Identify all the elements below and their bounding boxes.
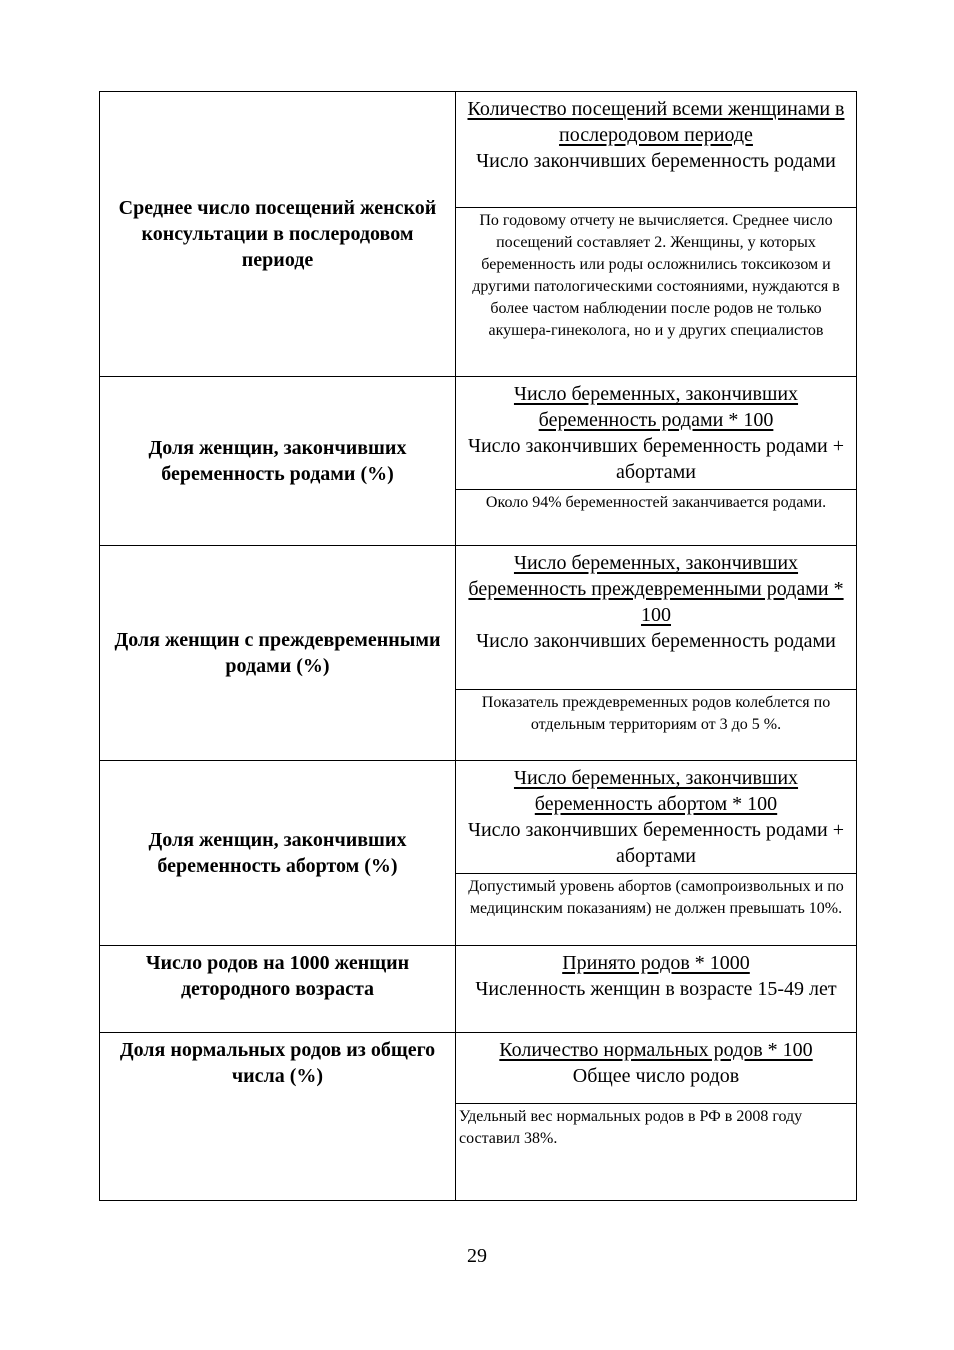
formula-denominator: Число закончивших беременность родами + абортами	[467, 435, 844, 483]
formula-denominator: Число закончивших беременность родами	[476, 150, 836, 172]
indicator-label: Доля нормальных родов из общего числа (%)	[119, 1039, 436, 1087]
note-text: По годовому отчету не вычисляется. Среднее число посещений составляет 2. Женщины, у которых беременность или роды осложнились токсикозом и другими патологическими состояниями, нуждаются в более частом наблюдении после родов не только акушера-гинеколога, но и у других специалистов	[472, 212, 840, 339]
indicator-label: Доля женщин с преждевременными родами (%)	[114, 629, 441, 677]
formula-numerator: Количество посещений всеми женщинами в послеродовом периоде	[467, 98, 845, 146]
formula-denominator: Численность женщин в возрасте 15-49 лет	[475, 978, 837, 1000]
indicator-cell	[100, 377, 456, 546]
note-text: Удельный вес нормальных родов в РФ в 2008 году составил 38%.	[459, 1108, 803, 1147]
formula-numerator: Число беременных, закончивших беременность абортом * 100	[513, 767, 799, 815]
formula-cell	[456, 946, 857, 1033]
note-cell	[456, 1104, 857, 1201]
indicator-cell	[100, 1033, 456, 1201]
formula-denominator: Число закончивших беременность родами + абортами	[467, 819, 844, 867]
indicator-label: Доля женщин, закончивших беременность родами (%)	[148, 437, 407, 485]
indicator-cell	[100, 946, 456, 1033]
formula-denominator: Общее число родов	[572, 1065, 740, 1087]
note-text: Допустимый уровень абортов (самопроизвольных и по медицинским показаниям) не должен превышать 10%.	[468, 878, 844, 917]
table-row	[100, 761, 857, 874]
table-row	[100, 946, 857, 1033]
formula-numerator: Число беременных, закончивших беременность преждевременными родами * 100	[468, 552, 844, 626]
note-cell	[456, 208, 857, 377]
note-cell	[456, 490, 857, 546]
indicator-cell	[100, 546, 456, 761]
note-text: Показатель преждевременных родов колеблется по отдельным территориям от 3 до 5 %.	[481, 694, 831, 733]
formula-numerator: Количество нормальных родов * 100	[499, 1039, 813, 1061]
table-row	[100, 1033, 857, 1104]
indicator-label: Доля женщин, закончивших беременность абортом (%)	[148, 829, 407, 877]
indicators-table	[99, 91, 857, 1201]
table-row	[100, 377, 857, 490]
table-row	[100, 92, 857, 208]
indicator-cell	[100, 92, 456, 377]
formula-cell	[456, 377, 857, 490]
table-row	[100, 546, 857, 690]
formula-cell	[456, 546, 857, 690]
indicator-cell	[100, 761, 456, 946]
formula-denominator: Число закончивших беременность родами	[476, 630, 836, 652]
page-number: 29	[467, 1245, 487, 1267]
formula-cell	[456, 761, 857, 874]
indicator-label: Среднее число посещений женской консультации в послеродовом периоде	[118, 197, 437, 271]
formula-cell	[456, 92, 857, 208]
formula-cell	[456, 1033, 857, 1104]
note-cell	[456, 874, 857, 946]
formula-numerator: Число беременных, закончивших беременность родами * 100	[513, 383, 799, 431]
formula-numerator: Принято родов * 1000	[562, 952, 750, 974]
note-text: Около 94% беременностей заканчивается родами.	[485, 494, 827, 511]
note-cell	[456, 690, 857, 761]
indicator-label: Число родов на 1000 женщин детородного возраста	[145, 952, 410, 1000]
